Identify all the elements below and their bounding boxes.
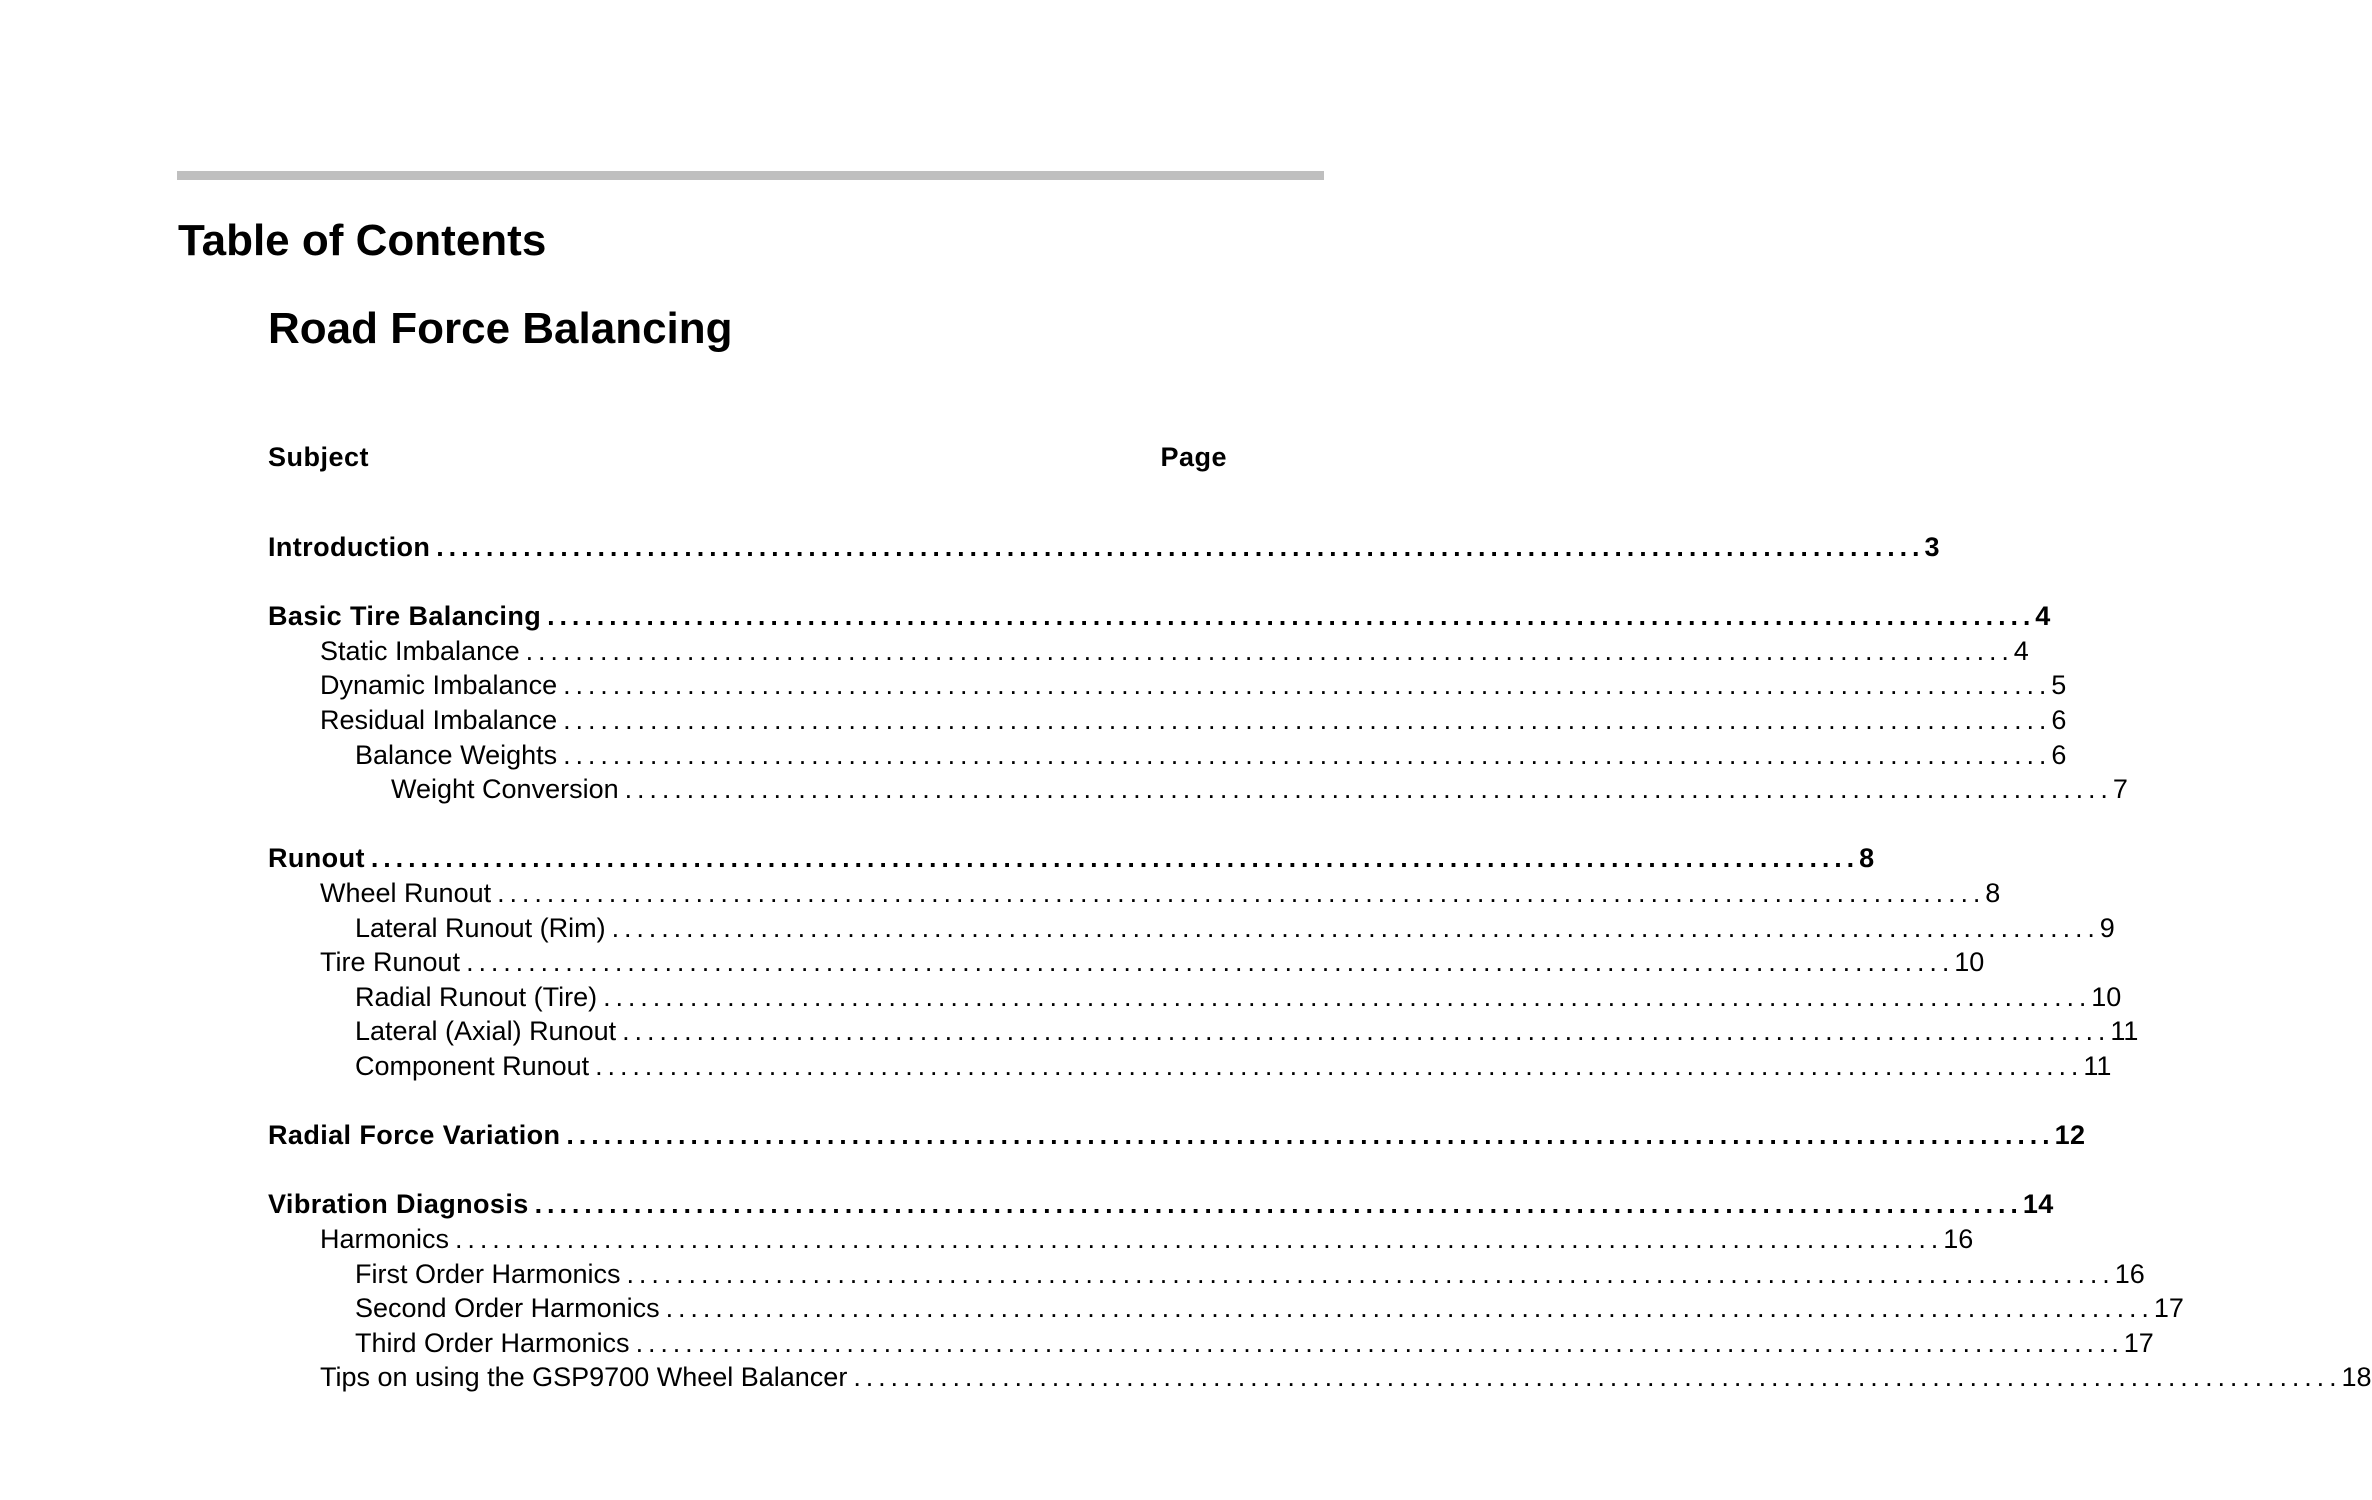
- toc-entry-label: Weight Conversion: [391, 774, 619, 805]
- toc-entry: [268, 945, 1985, 979]
- toc-entry-page: 18: [2341, 1362, 2372, 1393]
- toc-entry-page: 10: [2091, 981, 2122, 1012]
- toc-entry-label: Dynamic Imbalance: [320, 670, 558, 701]
- toc-entry: [268, 876, 2001, 910]
- dot-leader: ........................................................................................................................: [566, 1120, 2055, 1151]
- toc-entry: [268, 738, 2067, 772]
- toc-entry-label: Basic Tire Balancing: [268, 601, 542, 632]
- toc-entry-label: Radial Runout (Tire): [355, 981, 598, 1012]
- toc-entry-label: Introduction: [268, 532, 431, 562]
- toc-entry-label: Vibration Diagnosis: [268, 1189, 529, 1220]
- dot-leader: ........................................................................................................................: [497, 878, 1986, 908]
- toc-entry: [268, 1326, 2154, 1360]
- toc-entry-label: Runout: [268, 843, 365, 874]
- toc-entry: [268, 1118, 2086, 1152]
- toc-entry-page: 6: [2051, 705, 2067, 735]
- document-subtitle: Road Force Balancing: [268, 304, 733, 353]
- toc-entry-label: Component Runout: [355, 1051, 590, 1081]
- toc-entry-page: 11: [2083, 1051, 2112, 1081]
- toc-entry-page: 17: [2123, 1327, 2154, 1358]
- dot-leader: ........................................................................................................................: [436, 532, 1925, 562]
- header-rule: [177, 171, 1324, 180]
- toc-entry-label: Balance Weights: [355, 739, 558, 770]
- toc-entry-page: 8: [1859, 843, 1875, 874]
- toc-entry-label: Harmonics: [320, 1224, 450, 1254]
- toc-entry: [268, 1291, 2184, 1325]
- dot-leader: ........................................................................................................................: [525, 635, 2014, 666]
- toc-entry-page: 11: [2110, 1016, 2139, 1047]
- toc-entry: [268, 634, 2029, 668]
- toc-entry: [268, 841, 1875, 875]
- toc-entry-label: Residual Imbalance: [320, 705, 558, 735]
- page-column-header: Page: [1160, 442, 1227, 472]
- dot-leader: ........................................................................................................................: [611, 912, 2100, 943]
- toc-entry: [268, 1360, 2372, 1394]
- toc-entry-page: 9: [2099, 912, 2115, 943]
- toc-entry-page: 14: [2022, 1189, 2054, 1220]
- toc-entry-label: Wheel Runout: [320, 878, 492, 908]
- toc-entry: [268, 980, 2122, 1014]
- toc-entry: [268, 1187, 2054, 1221]
- dot-leader: ........................................................................................................................: [665, 1293, 2154, 1324]
- dot-leader: ........................................................................................................................: [622, 1016, 2111, 1047]
- subject-column-header: Subject: [268, 442, 370, 472]
- dot-leader: ........................................................................................................................: [466, 947, 1955, 978]
- dot-leader: ........................................................................................................................: [595, 1051, 2084, 1081]
- dot-leader: ........................................................................................................................: [635, 1327, 2124, 1358]
- toc-entry-label: Tips on using the GSP9700 Wheel Balancer: [320, 1362, 848, 1393]
- toc-entry: [268, 703, 2067, 737]
- dot-leader: ........................................................................................................................: [547, 601, 2036, 632]
- toc-entry: [268, 1222, 1974, 1256]
- toc-entry-label: Radial Force Variation: [268, 1120, 561, 1151]
- toc-entry-page: 5: [2051, 670, 2067, 701]
- toc-entry-page: 6: [2051, 739, 2067, 770]
- toc-entry-page: 17: [2153, 1293, 2184, 1324]
- toc-entry-label: Tire Runout: [320, 947, 461, 978]
- dot-leader: ........................................................................................................................: [455, 1224, 1944, 1254]
- dot-leader: ........................................................................................................................: [603, 981, 2092, 1012]
- dot-leader: ........................................................................................................................: [563, 739, 2052, 770]
- toc-entry: [268, 772, 2128, 806]
- toc-entry-page: 4: [2035, 601, 2051, 632]
- toc-entry-page: 4: [2013, 635, 2029, 666]
- toc-entry: [268, 668, 2067, 702]
- dot-leader: ........................................................................................................................: [563, 705, 2052, 735]
- page-title: Table of Contents: [178, 216, 547, 265]
- toc-entry-label: Lateral (Axial) Runout: [355, 1016, 617, 1047]
- toc-entry: [268, 1014, 2139, 1048]
- toc-entry-page: 12: [2054, 1120, 2086, 1151]
- toc-entry-page: 16: [2114, 1258, 2145, 1289]
- toc-entry-label: Third Order Harmonics: [355, 1327, 630, 1358]
- dot-leader: ........................................................................................................................: [624, 774, 2113, 805]
- toc-entry: [268, 1257, 2145, 1291]
- toc-entry-page: 10: [1954, 947, 1985, 978]
- toc-entry-label: Second Order Harmonics: [355, 1293, 660, 1324]
- dot-leader: ........................................................................................................................: [563, 670, 2052, 701]
- toc-entry: [268, 911, 2115, 945]
- dot-leader: ........................................................................................................................: [534, 1189, 2023, 1220]
- toc-entry-page: 8: [1985, 878, 2001, 908]
- toc-entry-page: 7: [2112, 774, 2128, 805]
- toc-entry-label: Static Imbalance: [320, 635, 520, 666]
- toc-entry-page: 3: [1924, 532, 1940, 562]
- dot-leader: ........................................................................................................................: [853, 1362, 2342, 1393]
- toc-entry: [268, 1049, 2112, 1083]
- toc-entry-page: 16: [1943, 1224, 1974, 1254]
- dot-leader: ........................................................................................................................: [370, 843, 1860, 874]
- toc-entry: [268, 530, 1940, 564]
- toc-entry-label: Lateral Runout (Rim): [355, 912, 606, 943]
- toc-entry: [268, 599, 2051, 633]
- toc-entry-label: First Order Harmonics: [355, 1258, 621, 1289]
- dot-leader: ........................................................................................................................: [626, 1258, 2115, 1289]
